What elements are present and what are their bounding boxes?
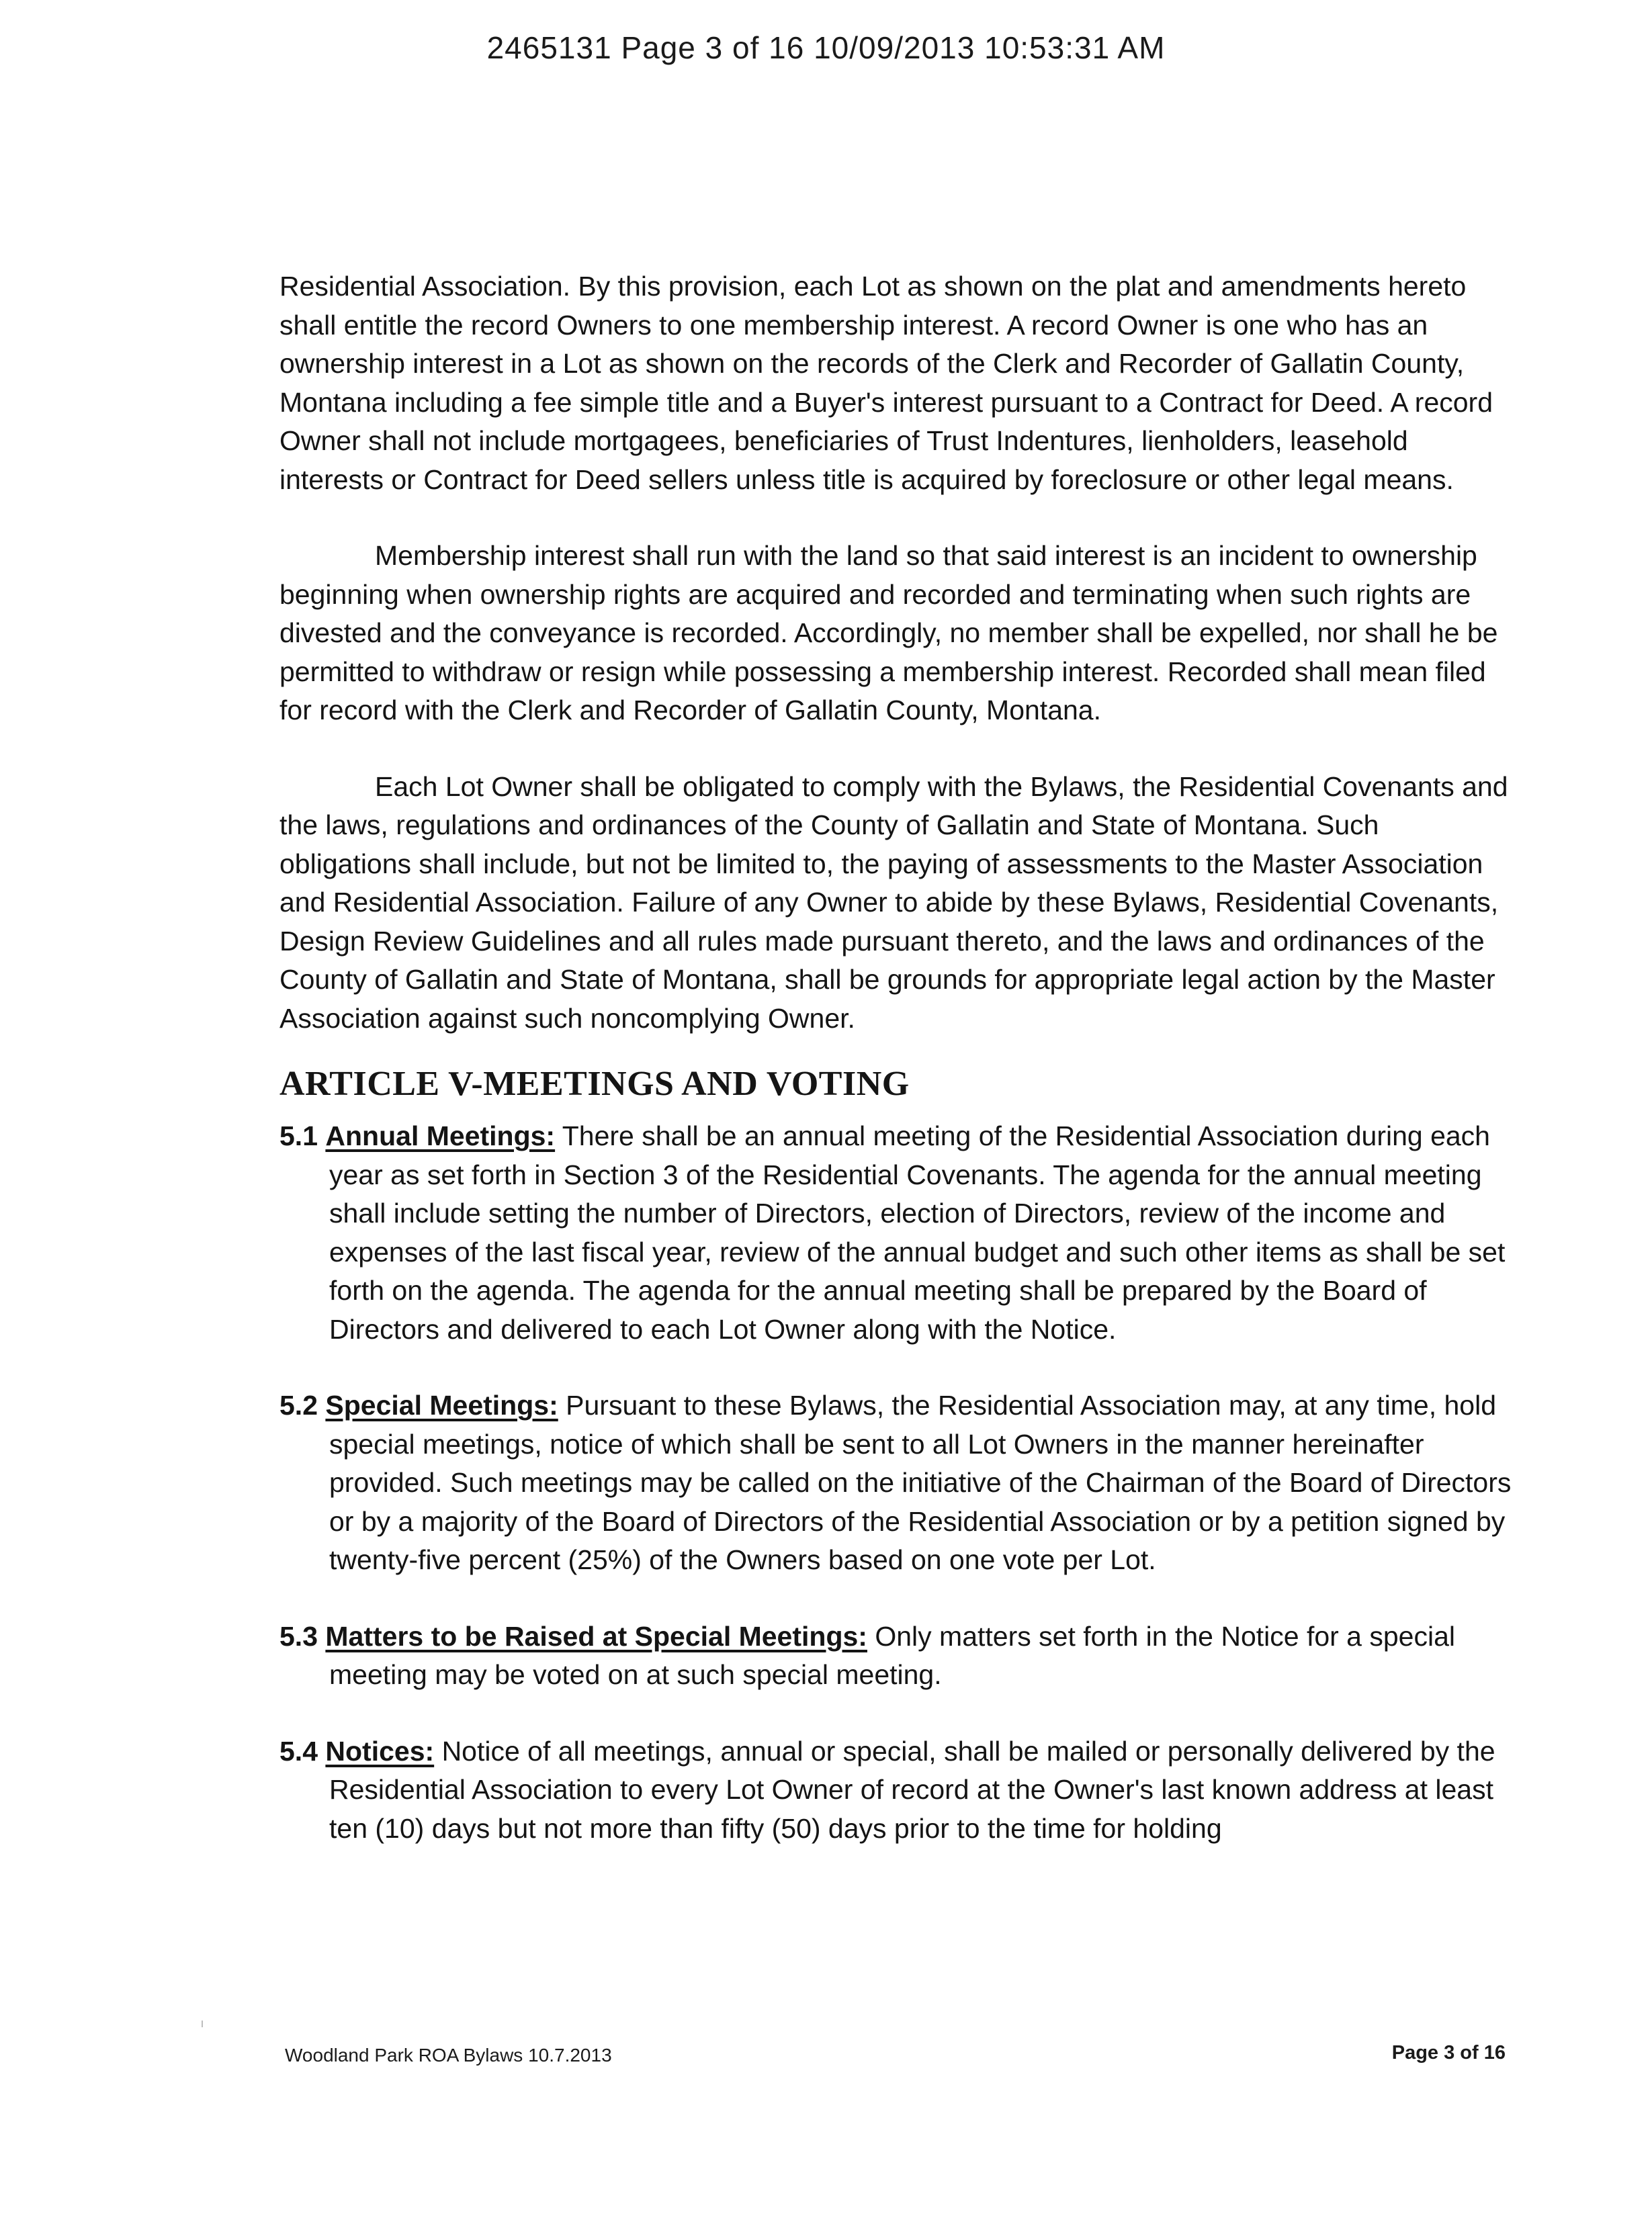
section-number: 5.1 xyxy=(279,1120,318,1151)
article-heading: ARTICLE V-MEETINGS AND VOTING xyxy=(279,1065,910,1103)
scan-margin-mark xyxy=(202,2021,203,2027)
section-annual-meetings xyxy=(279,1117,1516,1349)
section-number: 5.2 xyxy=(279,1390,318,1421)
section-title: Annual Meetings: xyxy=(325,1120,556,1151)
section-text: Pursuant to these Bylaws, the Residential Association may, at any time, hold special meetings, notice of which shall be sent to all Lot Owners in the manner hereinafter provided. Such meetings may be called on the initiative of the Chairman of the Board of Directors or by a majority of the Board of Directors of the Residential Association or by a petition signed by twenty-five percent (25%) of the Owners based on one vote per Lot. xyxy=(329,1390,1512,1575)
paragraph-membership-continued: Residential Association. By this provision, each Lot as shown on the plat and amendments hereto shall entitle the record Owners to one membership interest. A record Owner is one who has an ownership interest in a Lot as shown on the records of the Clerk and Recorder of Gallatin County, Montana including a fee simple title and a Buyer's interest pursuant to a Contract for Deed. A record Owner shall not include mortgagees, beneficiaries of Trust Indentures, lienholders, leasehold interests or Contract for Deed sellers unless title is acquired by foreclosure or other legal means. xyxy=(279,271,1493,495)
section-text: Only matters set forth in the Notice for a special meeting may be voted on at such special meeting. xyxy=(329,1620,1456,1690)
footer-document-name: Woodland Park ROA Bylaws 10.7.2013 xyxy=(285,2045,612,2066)
fax-header-stamp: 2465131 Page 3 of 16 10/09/2013 10:53:31 AM xyxy=(486,30,1166,65)
section-title: Special Meetings: xyxy=(325,1390,558,1421)
section-text: There shall be an annual meeting of the Residential Association during each year as set forth in Section 3 of the Residential Covenants. The agenda for the annual meeting shall include setting the number of Directors, election of Directors, review of the income and expenses of the last fiscal year, review of the annual budget and such other items as shall be set forth on the agenda. The agenda for the annual meeting shall be prepared by the Board of Directors and delivered to each Lot Owner along with the Notice. xyxy=(329,1120,1506,1345)
footer-page-label: Page 3 of 16 xyxy=(1391,2042,1506,2064)
section-text: Notice of all meetings, annual or special, shall be mailed or personally delivered by the Residential Association to every Lot Owner of record at the Owner's last known address at least ten (10) days but not more than fifty (50) days prior to the time for holding xyxy=(329,1735,1495,1844)
section-notices xyxy=(279,1732,1516,1849)
paragraph-membership-interest: Membership interest shall run with the land so that said interest is an incident to ownership beginning when ownership rights are acquired and recorded and terminating when such rights are divested and the conveyance is recorded. Accordingly, no member shall be expelled, nor shall he be permitted to withdraw or resign while possessing a membership interest. Recorded shall mean filed for record with the Clerk and Recorder of Gallatin County, Montana. xyxy=(279,540,1498,725)
section-matters-special-meetings xyxy=(279,1617,1516,1695)
section-number: 5.4 xyxy=(279,1735,318,1767)
section-title: Notices: xyxy=(325,1735,435,1767)
section-special-meetings xyxy=(279,1386,1516,1580)
paragraph-owner-obligations: Each Lot Owner shall be obligated to comply with the Bylaws, the Residential Covenants and the laws, regulations and ordinances of the County of Gallatin and State of Montana. Such obligations shall include, but not be limited to, the paying of assessments to the Master Association and Residential Association. Failure of any Owner to abide by these Bylaws, Residential Covenants, Design Review Guidelines and all rules made pursuant thereto, and the laws and ordinances of the County of Gallatin and State of Montana, shall be grounds for appropriate legal action by the Master Association against such noncomplying Owner. xyxy=(279,770,1508,1034)
section-title: Matters to be Raised at Special Meetings: xyxy=(325,1620,867,1652)
document-body xyxy=(279,267,1516,1886)
section-number: 5.3 xyxy=(279,1620,318,1652)
